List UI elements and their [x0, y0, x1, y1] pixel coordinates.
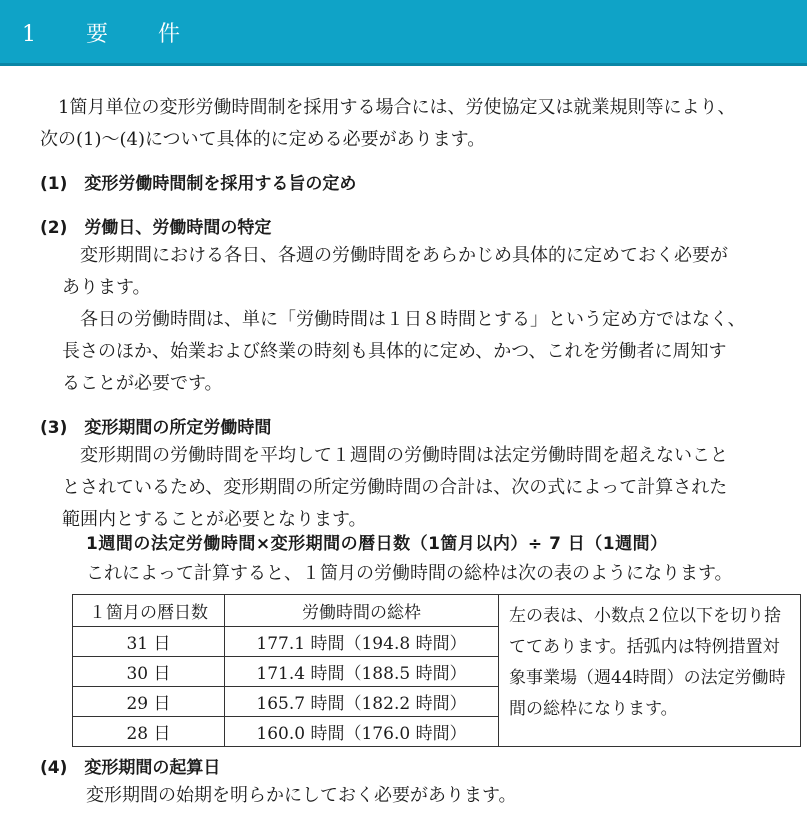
work-hours-table [72, 594, 801, 747]
cell-hours: 177.1 時間（194.8 時間） [225, 627, 499, 657]
cell-days: 31 日 [73, 627, 225, 657]
formula: 1週間の法定労働時間×変形期間の暦日数（1箇月以内）÷ 7 日（1週間） [86, 534, 668, 554]
cell-days: 28 日 [73, 717, 225, 747]
cell-days: 30 日 [73, 657, 225, 687]
cell-hours: 165.7 時間（182.2 時間） [225, 687, 499, 717]
heading-1: (1) 変形労働時間制を採用する旨の定め [40, 174, 357, 194]
s2-line-2: あります。 [62, 277, 151, 298]
s3-line-2: とされているため、変形期間の所定労働時間の合計は、次の式によって計算された [62, 477, 728, 498]
s2-line-4: 長さのほか、始業および終業の時刻も具体的に定め、かつ、これを労働者に周知す [62, 341, 727, 362]
table-header-row [73, 595, 801, 627]
section-title: 1 要 件 [22, 22, 194, 47]
s2-line-1: 変形期間における各日、各週の労働時間をあらかじめ具体的に定めておく必要が [62, 245, 728, 266]
header-hours: 労働時間の総枠 [225, 595, 499, 627]
cell-hours: 160.0 時間（176.0 時間） [225, 717, 499, 747]
s3-line-3: 範囲内とすることが必要となります。 [62, 509, 367, 530]
s2-line-3: 各日の労働時間は、単に「労働時間は１日８時間とする」という定め方ではなく、 [62, 309, 746, 330]
s4-line-1: 変形期間の始期を明らかにしておく必要があります。 [86, 785, 517, 806]
cell-hours: 171.4 時間（188.5 時間） [225, 657, 499, 687]
intro-line-1: 1箇月単位の変形労働時間制を採用する場合には、労使協定又は就業規則等により、 [40, 97, 736, 118]
heading-4: (4) 変形期間の起算日 [40, 758, 221, 778]
heading-3: (3) 変形期間の所定労働時間 [40, 418, 272, 438]
header-days: １箇月の暦日数 [73, 595, 225, 627]
banner-rule [0, 63, 807, 66]
s3-line-1: 変形期間の労働時間を平均して１週間の労働時間は法定労働時間を超えないこと [62, 445, 728, 466]
section-banner [0, 0, 807, 66]
table-note: 左の表は、小数点２位以下を切り捨ててあります。括弧内は特例措置対象事業場（週44時間）の法定労働時間の総枠になります。 [499, 595, 801, 747]
s2-line-5: ることが必要です。 [62, 373, 223, 394]
intro-line-2: 次の(1)〜(4)について具体的に定める必要があります。 [40, 129, 486, 150]
s3-after-formula: これによって計算すると、１箇月の労働時間の総枠は次の表のようになります。 [86, 563, 733, 584]
cell-days: 29 日 [73, 687, 225, 717]
heading-2: (2) 労働日、労働時間の特定 [40, 218, 272, 238]
